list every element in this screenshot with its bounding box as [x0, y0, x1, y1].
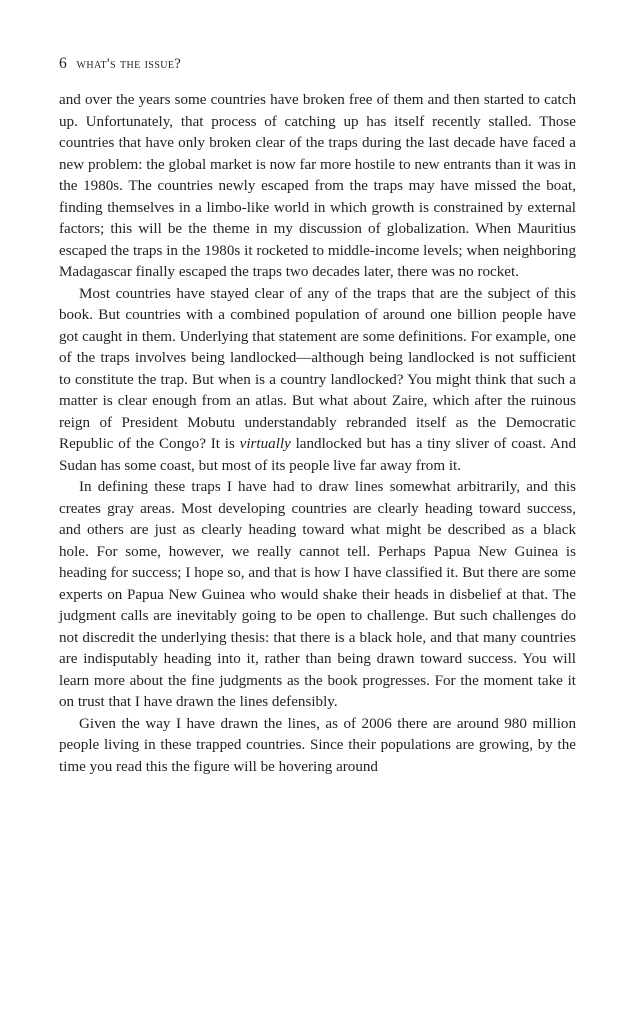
text-segment: Given the way I have drawn the lines, as of 2006 there are around 980 million people living in these trapped countries. Since their populations are growing, by the time you read this the figure will be hovering around: [59, 715, 576, 775]
page-number: 6: [59, 55, 67, 72]
text-segment: Most countries have stayed clear of any of the traps that are the subject of this book. But countries with a combined population of around one billion people have got caught in them. Underlying that statement are some definitions. For example, one of the traps involves being landlocked—although being landlocked is not sufficient to constitute the trap. But when is a country landlocked? You might think that such a matter is clear enough from an atlas. But what about Zaire, which after the ruinous reign of President Mobutu understandably rebranded itself as the Democratic Republic of the Congo? It is: [59, 285, 576, 452]
body-text: [59, 90, 576, 778]
paragraph: [59, 284, 576, 478]
book-page: [59, 54, 576, 778]
paragraph: [59, 477, 576, 714]
text-segment: and over the years some countries have broken free of them and then started to catch up. Unfortunately, that process of catching up has itself recently stalled. Those countries that have only broken clear of the traps during the last decade have faced a new problem: the global market is now far more hostile to new entrants than it was in the 1980s. The countries newly escaped from the traps may have missed the boat, finding themselves in a limbo-like world in which growth is constrained by external factors; this will be the theme in my discussion of globalization. When Mauritius escaped the traps in the 1980s it rocketed to middle-income levels; when neighboring Madagascar finally escaped the traps two decades later, there was no rocket.: [59, 92, 576, 280]
text-segment: In defining these traps I have had to draw lines somewhat arbitrarily, and this creates gray areas. Most developing countries are clearly heading toward success, and others are just as clearly heading toward what might be described as a black hole. For some, however, we really cannot tell. Perhaps Papua New Guinea is heading for success; I hope so, and that is how I have classified it. But there are some experts on Papua New Guinea who would shake their heads in disbelief at that. The judgment calls are inevitably going to be open to challenge. But such challenges do not discredit the underlying thesis: that there is a black hole, and that many countries are indisputably heading into it, rather than being drawn toward success. You will learn more about the fine judgments as the book progresses. For the moment take it on trust that I have drawn the lines defensibly.: [59, 479, 576, 710]
running-head: [59, 54, 576, 74]
paragraph: [59, 714, 576, 779]
italic-text-segment: virtually: [239, 436, 291, 452]
text-segment: landlocked but has a tiny sliver of coast. And Sudan has some coast, but most of its people live far away from it.: [59, 436, 577, 474]
section-title: what's the issue?: [76, 56, 182, 72]
paragraph: [59, 90, 576, 284]
